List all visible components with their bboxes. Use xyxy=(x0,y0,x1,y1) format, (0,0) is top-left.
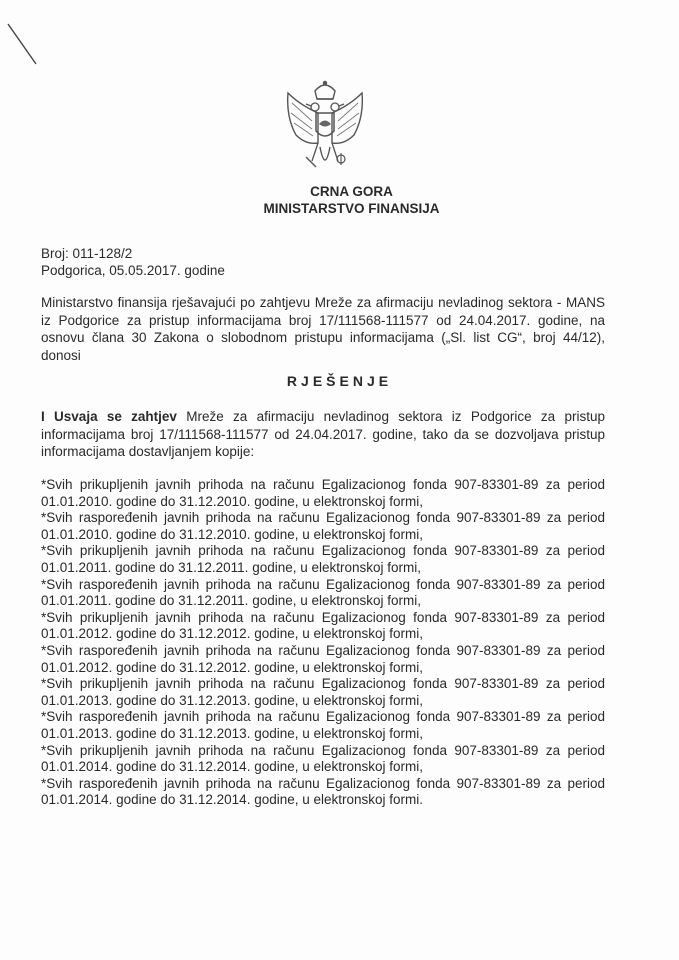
list-item: *Svih raspoređenih javnih prihoda na računu Egalizacionog fonda 907-83301-89 za period 01.01.2014. godine do 31.12.2014. godine, u elektronskoj formi. xyxy=(41,775,605,808)
reference-number: Broj: 011-128/2 xyxy=(41,246,133,261)
list-item: *Svih prikupljenih javnih prihoda na računu Egalizacionog fonda 907-83301-89 za period 01.01.2012. godine do 31.12.2012. godine, u elektronskoj formi, xyxy=(41,609,605,642)
intro-paragraph: Ministarstvo finansija rješavajući po zahtjevu Mreže za afirmaciju nevladinog sektora - MANS iz Podgorice za pristup informacijama broj 17/111568-111577 od 24.04.2017. godine, na osnovu člana 30 Zakona o slobodnom pristupu informacijama („Sl. list CG“, broj 44/12), donosi xyxy=(41,295,605,363)
requested-items-list xyxy=(41,477,605,809)
ministry-heading: MINISTARSTVO FINANSIJA xyxy=(263,201,440,216)
list-item: *Svih prikupljenih javnih prihoda na računu Egalizacionog fonda 907-83301-89 za period 01.01.2013. godine do 31.12.2013. godine, u elektronskoj formi, xyxy=(41,676,605,708)
decision-text: Mreže za afirmaciju nevladinog sektora iz Podgorice za pristup informacijama broj 17/111568-111577 od 24.04.2017. godine, tako da se dozvoljava pristup informacijama dostavljanjem kopije: xyxy=(41,409,605,459)
list-item: *Svih prikupljenih javnih prihoda na računu Egalizacionog fonda 907-83301-89 za period 01.01.2011. godine do 31.12.2011. godine, u elektronskoj formi, xyxy=(41,543,605,575)
list-item: *Svih raspoređenih javnih prihoda na računu Egalizacionog fonda 907-83301-89 za period 01.01.2012. godine do 31.12.2012. godine, u elektronskoj formi, xyxy=(41,642,605,675)
decision-lead: I Usvaja se zahtjev xyxy=(41,409,177,424)
country-heading: CRNA GORA xyxy=(310,184,393,199)
coat-of-arms-emblem xyxy=(282,77,368,185)
list-item: *Svih raspoređenih javnih prihoda na računu Egalizacionog fonda 907-83301-89 za period 01.01.2013. godine do 31.12.2013. godine, u elektronskoj formi, xyxy=(41,709,605,741)
place-date: Podgorica, 05.05.2017. godine xyxy=(41,263,225,278)
list-item: *Svih raspoređenih javnih prihoda na računu Egalizacionog fonda 907-83301-89 za period 01.01.2011. godine do 31.12.2011. godine, u elektronskoj formi, xyxy=(41,576,605,609)
decision-paragraph xyxy=(41,408,605,461)
pen-stroke-mark xyxy=(6,20,46,70)
list-item: *Svih raspoređenih javnih prihoda na računu Egalizacionog fonda 907-83301-89 za period 01.01.2010. godine do 31.12.2010. godine, u elektronskoj formi, xyxy=(41,510,605,542)
list-item: *Svih prikupljenih javnih prihoda na računu Egalizacionog fonda 907-83301-89 za period 01.01.2010. godine do 31.12.2010. godine, u elektronskoj formi, xyxy=(41,477,605,509)
list-item: *Svih prikupljenih javnih prihoda na računu Egalizacionog fonda 907-83301-89 za period 01.01.2014. godine do 31.12.2014. godine, u elektronskoj formi, xyxy=(41,742,605,775)
decision-title: RJEŠENJE xyxy=(286,373,393,389)
